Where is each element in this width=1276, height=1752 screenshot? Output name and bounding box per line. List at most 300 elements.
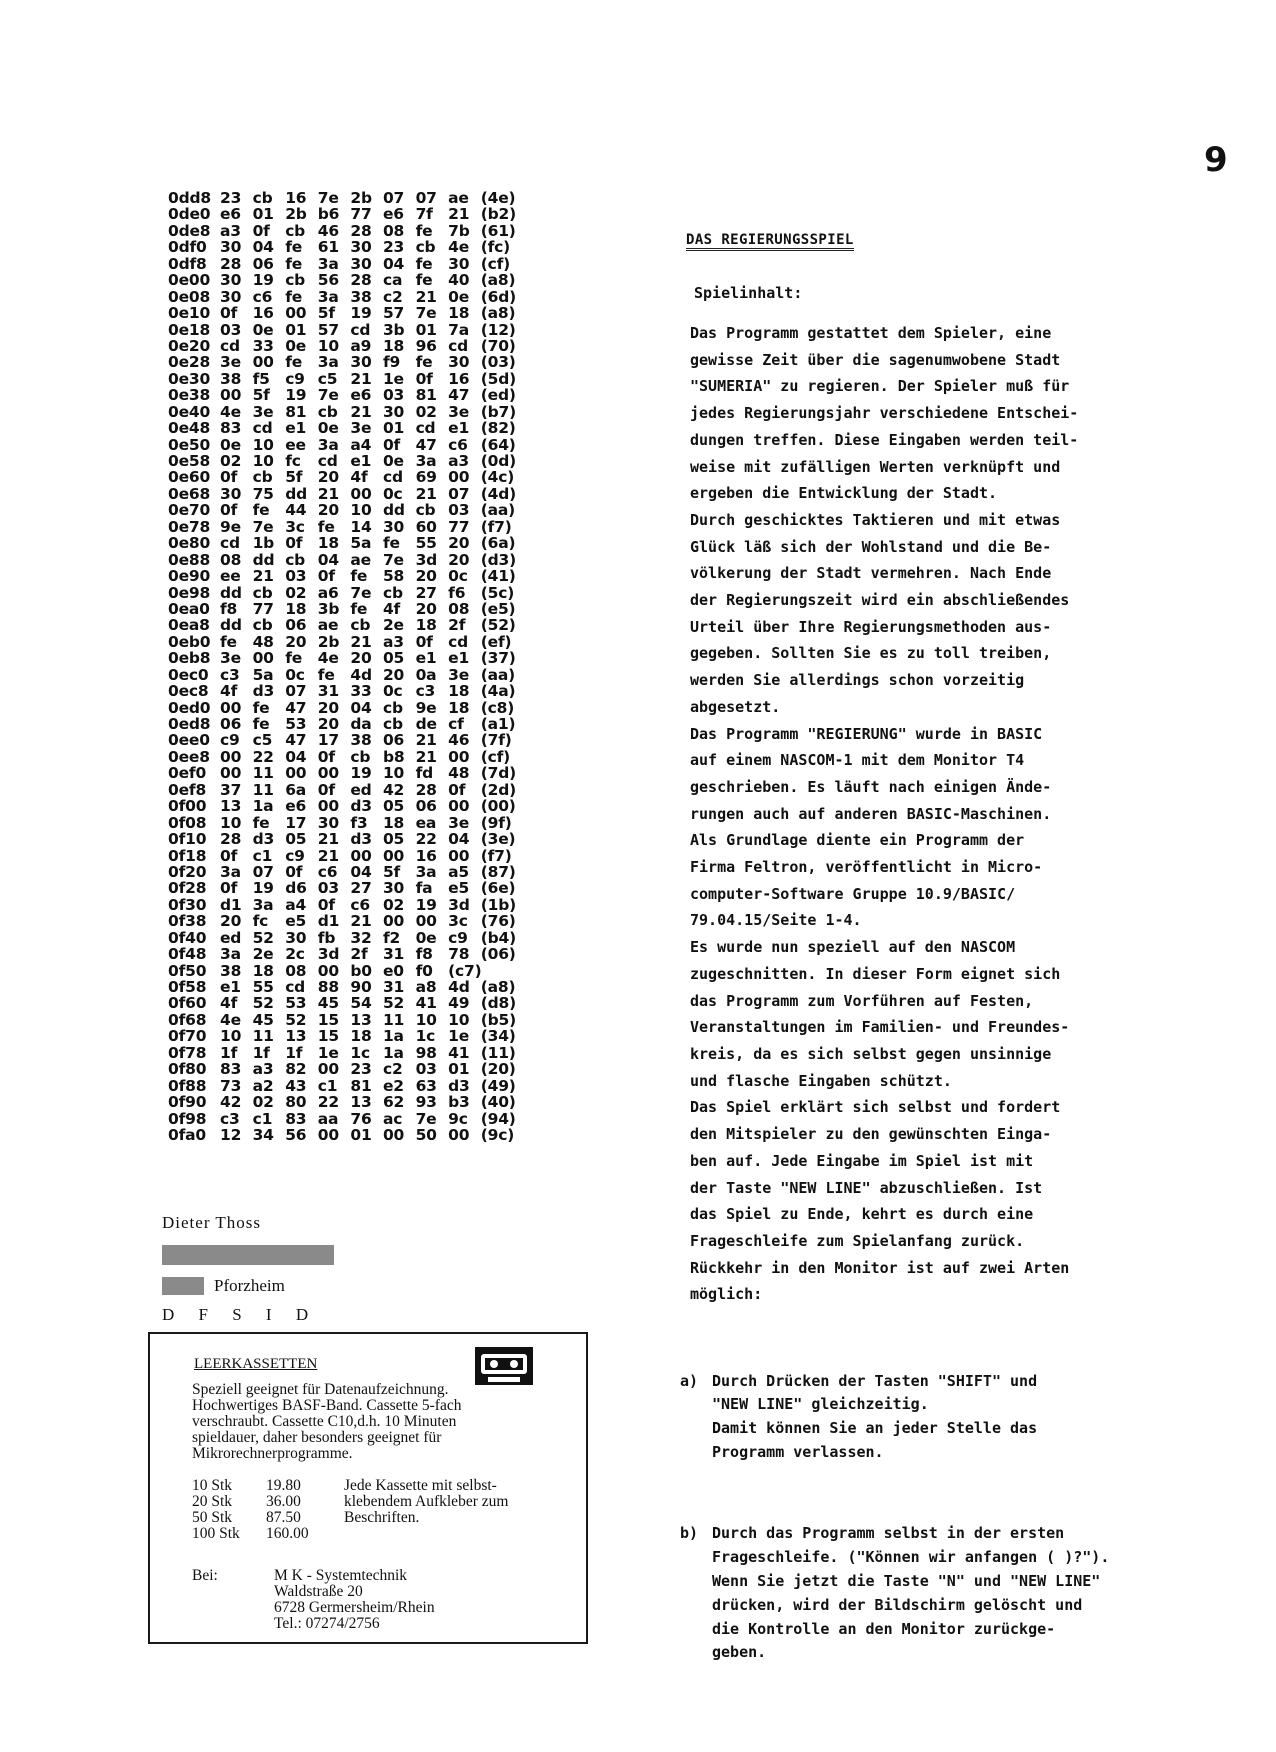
ad-note-line: Jede Kassette mit selbst- [344,1477,497,1494]
hexdump-byte: 0a [415,665,437,684]
text-line: das Spiel zu Ende, kehrt es durch eine [690,1205,1034,1224]
hexdump-byte: 21 [317,846,339,865]
hexdump-byte: cb [252,189,273,207]
hexdump-byte: 30 [448,254,470,273]
hexdump-byte: cb [415,501,436,520]
hexdump-byte: 3e [350,419,372,438]
hexdump-byte: d3 [448,1076,470,1095]
hexdump-byte: d3 [252,830,275,849]
hexdump-row [168,437,525,453]
hexdump-byte: 0f [220,304,238,323]
hexdump-byte: 21 [448,205,470,224]
hexdump-byte: 11 [252,764,274,783]
hexdump-byte: c9 [448,928,468,947]
hexdump-byte: fe [350,599,368,618]
hexdump-row [168,272,525,288]
hexdump-byte: e6 [350,386,372,405]
exit-options-list [680,1322,1109,1689]
hexdump-byte: 06 [252,254,274,273]
hexdump-byte: c1 [252,846,273,865]
hexdump-byte: 0f [415,369,433,388]
hexdump-byte: 21 [415,287,437,306]
hexdump-byte: c6 [448,435,468,454]
hexdump-row [168,732,525,748]
hexdump-byte: 0f [415,632,433,651]
hex-dump-listing [168,190,525,1143]
hexdump-checksum: (aa) [480,501,516,520]
hexdump-row [168,798,525,814]
article-sublabel: Spielinhalt: [694,284,803,302]
hexdump-byte: 27 [415,583,437,602]
hexdump-byte: 00 [448,468,470,487]
hexdump-byte: da [350,715,372,733]
hexdump-byte: 55 [415,534,437,553]
hexdump-row [168,963,525,979]
hexdump-byte: 0e [415,928,437,947]
hexdump-row [168,782,525,798]
hexdump-row [168,601,525,617]
hexdump-byte: 21 [415,731,437,750]
hexdump-byte: 10 [350,501,372,520]
hexdump-address: 0e18 [168,320,211,339]
hexdump-checksum: (70) [480,336,516,355]
hexdump-byte: 00 [350,484,372,503]
hexdump-checksum: (d8) [480,994,516,1013]
hexdump-byte: 22 [252,747,274,766]
hexdump-byte: 47 [285,731,307,750]
redacted-street [162,1245,334,1265]
hexdump-byte: 0c [382,682,403,701]
list-item-text [712,1370,1037,1465]
hexdump-byte: e2 [382,1076,404,1095]
hexdump-checksum: (4c) [480,468,515,487]
hexdump-byte: 00 [448,846,470,865]
hexdump-byte: 00 [382,846,405,865]
hexdump-row [168,897,525,913]
hexdump-row [168,617,525,633]
hexdump-byte: 20 [382,665,405,684]
hexdump-byte: 1c [415,1027,436,1046]
hexdump-address: 0dd8 [168,189,211,207]
hexdump-byte: 3e [448,665,470,684]
hexdump-byte: 57 [382,304,405,323]
hexdump-byte: e1 [448,419,470,438]
hexdump-byte: 3b [382,320,405,339]
hexdump-checksum: (b2) [480,205,516,224]
hexdump-byte: 3e [220,353,241,372]
hexdump-byte: a3 [382,632,404,651]
hexdump-row [168,469,525,485]
hexdump-row [168,930,525,946]
text-line: ben auf. Jede Eingabe im Spiel ist mit [690,1151,1034,1170]
hexdump-address: 0eb0 [168,632,211,651]
hexdump-checksum: (06) [480,945,516,964]
hexdump-byte: cf [448,715,464,733]
hexdump-row [168,322,525,338]
text-line: computer-Software Gruppe 10.9/BASIC/ [690,884,1016,903]
text-line: Das Spiel erklärt sich selbst und fordert [690,1098,1061,1117]
hexdump-byte: 3a [252,895,274,914]
hexdump-row [168,289,525,305]
hexdump-byte: cb [350,747,371,766]
hexdump-byte: f8 [415,945,433,964]
hexdump-byte: 21 [350,369,372,388]
hexdump-address: 0de8 [168,221,211,240]
hexdump-byte: 69 [415,468,437,487]
hexdump-byte: 33 [350,682,372,701]
hexdump-byte: a4 [285,895,307,914]
hexdump-byte: 0f [382,435,401,454]
hexdump-checksum: (a8) [480,271,516,290]
price-qty: 50 Stk [192,1509,233,1526]
hexdump-byte: 7e [317,386,339,405]
hexdump-row [168,404,525,420]
hexdump-byte: b8 [382,747,405,766]
hexdump-byte: fe [252,698,270,717]
hexdump-byte: 7e [317,189,339,207]
hexdump-address: 0ef8 [168,780,207,799]
hexdump-checksum: (40) [480,1093,516,1112]
hexdump-byte: 3a [415,862,437,881]
hexdump-byte: 23 [220,189,242,207]
hexdump-byte: 0f [285,534,303,553]
text-line: Durch Drücken der Tasten "SHIFT" und [712,1371,1038,1390]
hexdump-byte: 18 [317,534,339,553]
hexdump-checksum: (a8) [480,978,516,996]
hexdump-byte: 00 [317,1060,339,1079]
hexdump-byte: d1 [317,912,340,931]
hexdump-byte: 20 [350,649,372,668]
hexdump-byte: 10 [252,435,274,454]
hexdump-checksum: (64) [480,435,516,454]
ad-desc-line: spieldauer, daher besonders geeignet für [192,1429,442,1446]
text-line: rungen auch auf anderen BASIC-Maschinen. [690,804,1052,823]
ad-desc-line: Mikrorechnerprogramme. [192,1445,353,1462]
text-line: werden Sie allerdings schon vorzeitig [690,671,1025,690]
hexdump-byte: 50 [415,1125,437,1144]
hexdump-address: 0e80 [168,534,211,553]
hexdump-address: 0e28 [168,353,211,372]
hexdump-row [168,765,525,781]
hexdump-byte: e1 [415,649,437,668]
hexdump-row [168,1012,525,1028]
hexdump-address: 0f28 [168,879,207,898]
text-line: das Programm zum Vorführen auf Festen, [690,991,1034,1010]
hexdump-byte: 02 [252,1093,274,1112]
hexdump-byte: e6 [285,797,307,816]
hexdump-byte: 3e [220,649,241,668]
hexdump-byte: 4f [220,994,238,1013]
hexdump-byte: 28 [415,780,437,799]
hexdump-byte: 46 [448,731,470,750]
hexdump-byte: 00 [317,797,339,816]
hexdump-byte: 38 [220,369,242,388]
hexdump-byte: cd [220,534,240,553]
hexdump-byte: 0c [448,567,468,586]
text-line: den Mitspieler zu den gewünschten Einga- [690,1125,1052,1144]
hexdump-byte: f5 [252,369,270,388]
hexdump-byte: 47 [415,435,437,454]
hexdump-byte: fe [285,287,303,306]
hexdump-byte: 19 [415,895,437,914]
hexdump-byte: c1 [317,1076,338,1095]
hexdump-byte: 75 [252,484,274,503]
hexdump-byte: 1a [382,1043,404,1062]
hexdump-checksum: (5c) [480,583,515,602]
hexdump-byte: 23 [350,1060,372,1079]
text-line: Veranstaltungen im Familien- und Freundes- [690,1018,1070,1037]
ad-description [192,1382,582,1462]
hexdump-byte: cd [252,419,273,438]
hexdump-byte: 05 [382,797,405,816]
hexdump-byte: 00 [285,304,307,323]
hexdump-byte: c2 [382,287,403,306]
hexdump-byte: 5a [252,665,274,684]
hexdump-byte: 1e [317,1043,339,1062]
hexdump-byte: 2c [285,945,305,964]
hexdump-byte: f2 [382,928,401,947]
ad-address-line: Waldstraße 20 [274,1583,363,1600]
hexdump-byte: 0f [317,895,335,914]
text-line: Programm verlassen. [712,1442,884,1461]
hexdump-byte: c2 [382,1060,403,1079]
price-value: 36.00 [266,1493,301,1510]
hexdump-checksum: (aa) [480,665,516,684]
text-line: 79.04.15/Seite 1-4. [690,911,862,930]
hexdump-byte: fe [252,813,270,832]
hexdump-byte: 80 [285,1093,307,1112]
hexdump-checksum: (2d) [480,780,516,799]
hexdump-byte: 52 [252,994,274,1013]
hexdump-row [168,700,525,716]
hexdump-byte: fe [415,271,433,290]
hexdump-byte: dd [220,616,242,635]
hexdump-byte: 1a [382,1027,404,1046]
article-body [690,320,1078,1308]
hexdump-row [168,1061,525,1077]
hexdump-byte: 03 [220,320,242,339]
hexdump-byte: 04 [382,254,405,273]
hexdump-byte: cb [317,402,338,421]
hexdump-byte: a6 [317,583,339,602]
hexdump-address: 0f70 [168,1027,207,1046]
hexdump-byte: ee [285,435,306,454]
hexdump-byte: d3 [252,682,275,701]
hexdump-byte: 90 [350,978,372,996]
hexdump-byte: 88 [317,978,339,996]
hexdump-byte: 9e [415,698,437,717]
hexdump-byte: 30 [350,254,372,273]
hexdump-byte: 5f [252,386,270,405]
list-item [680,1370,1109,1465]
hexdump-byte: 0f [317,567,335,586]
hexdump-byte: cd [382,468,403,487]
hexdump-byte: 20 [448,534,470,553]
price-row [192,1494,342,1510]
hexdump-byte: cd [317,452,338,470]
hexdump-address: 0f18 [168,846,207,865]
hexdump-byte: 52 [252,928,274,947]
hexdump-byte: 38 [350,731,372,750]
hexdump-byte: 30 [317,813,339,832]
hexdump-byte: 20 [317,698,339,717]
text-line: abgesetzt. [690,697,781,716]
hexdump-address: 0f90 [168,1093,207,1112]
hexdump-byte: c6 [350,895,370,914]
ad-bei-label: Bei: [192,1567,218,1584]
hexdump-byte: 10 [415,1010,437,1029]
hexdump-byte: 0e [448,287,470,306]
hexdump-byte: c5 [252,731,273,750]
hexdump-byte: 28 [220,254,242,273]
hexdump-row [168,256,525,272]
hexdump-byte: 54 [350,994,372,1013]
hexdump-byte: 9e [220,517,241,536]
hexdump-row [168,420,525,436]
ad-heading: LEERKASSETTEN [194,1356,318,1372]
hexdump-address: 0f38 [168,912,207,931]
hexdump-byte: c9 [220,731,240,750]
hexdump-checksum: (37) [480,649,516,668]
hexdump-checksum: (41) [480,567,516,586]
hexdump-byte: 18 [448,698,470,717]
hexdump-byte: cd [285,978,306,996]
hexdump-byte: 16 [415,846,437,865]
hexdump-byte: 20 [448,550,470,569]
hexdump-byte: 05 [382,649,405,668]
hexdump-row [168,1127,525,1143]
hexdump-byte: 5f [285,468,303,487]
hexdump-row [168,650,525,666]
ad-address-block [192,1568,435,1632]
author-block [162,1213,334,1325]
hexdump-row [168,979,525,995]
hexdump-byte: 02 [415,402,437,421]
hexdump-byte: d1 [220,895,242,914]
hexdump-checksum: (20) [480,1060,516,1079]
hexdump-byte: ae [350,550,371,569]
hexdump-byte: 0c [382,484,403,503]
hexdump-byte: 10 [317,336,339,355]
hexdump-address: 0df8 [168,254,207,273]
hexdump-byte: 18 [350,1027,372,1046]
hexdump-byte: 83 [220,1060,242,1079]
hexdump-byte: 08 [285,961,307,980]
hexdump-byte: 21 [415,484,437,503]
hexdump-byte: 22 [317,1093,339,1112]
hexdump-byte: cd [350,320,371,339]
hexdump-byte: 06 [382,731,405,750]
hexdump-byte: 32 [350,928,372,947]
hexdump-byte: 17 [317,731,339,750]
hexdump-byte: 7e [382,550,404,569]
hexdump-byte: 28 [220,830,242,849]
text-line: Urteil über Ihre Regierungsmethoden aus- [690,617,1052,636]
hexdump-byte: 96 [415,336,437,355]
hexdump-byte: 4d [350,665,372,684]
hexdump-address: 0fa0 [168,1125,206,1144]
hexdump-byte: 1b [252,534,275,553]
hexdump-checksum: (12) [480,320,516,339]
hexdump-byte: 42 [220,1093,242,1112]
hexdump-byte: 06 [220,715,242,733]
hexdump-byte: 1f [252,1043,270,1062]
hexdump-checksum: (49) [480,1076,516,1095]
hexdump-byte: 01 [350,1125,372,1144]
hexdump-byte: 31 [382,978,405,996]
hexdump-checksum: (d3) [480,550,516,569]
hexdump-byte: fe [415,254,433,273]
hexdump-byte: 1a [252,797,274,816]
hexdump-byte: 82 [285,1060,307,1079]
hexdump-checksum: (4e) [480,189,516,207]
hexdump-byte: cd [448,336,469,355]
hexdump-byte: e6 [382,205,404,224]
hexdump-row [168,223,525,239]
hexdump-byte: 20 [415,567,437,586]
text-line: Das Programm gestattet dem Spieler, eine [690,324,1052,342]
hexdump-byte: 16 [448,369,470,388]
text-line: völkerung der Stadt vermehren. Nach Ende [690,564,1052,583]
hexdump-byte: 0f [252,221,270,240]
hexdump-address: 0e68 [168,484,211,503]
hexdump-byte: 34 [252,1125,274,1144]
text-line: zugeschnitten. In dieser Form eignet sich [690,964,1061,983]
hexdump-row [168,815,525,831]
hexdump-byte: 0e [382,452,404,470]
hexdump-byte: 0f [220,879,238,898]
hexdump-byte: 7e [252,517,274,536]
price-value: 87.50 [266,1509,301,1526]
hexdump-byte: 07 [448,484,470,503]
hexdump-byte: a5 [448,862,470,881]
hexdump-byte: 2e [252,945,274,964]
hexdump-row [168,995,525,1011]
hexdump-byte: 63 [415,1076,437,1095]
hexdump-byte: 00 [382,1125,405,1144]
hexdump-byte: e5 [285,912,307,931]
price-value: 160.00 [266,1525,309,1542]
hexdump-byte: fe [317,517,335,536]
hexdump-byte: ae [448,189,469,207]
hexdump-byte: ae [317,616,339,635]
hexdump-byte: c9 [285,846,305,865]
hexdump-byte: 08 [448,599,470,618]
ad-address-line: 6728 Germersheim/Rhein [274,1599,435,1616]
hexdump-checksum: (c7) [448,961,482,980]
hexdump-address: 0e98 [168,583,211,602]
hexdump-row [168,535,525,551]
hexdump-row [168,552,525,568]
hexdump-byte: 52 [382,994,405,1013]
hexdump-byte: 21 [350,912,372,931]
hexdump-byte: 05 [382,830,405,849]
hexdump-byte: 55 [252,978,274,996]
hexdump-row [168,568,525,584]
hexdump-byte: 16 [285,189,307,207]
hexdump-checksum: (11) [480,1043,516,1062]
hexdump-byte: f6 [448,583,466,602]
hexdump-byte: 20 [317,468,339,487]
page-number: 9 [1204,140,1228,180]
hexdump-address: 0e78 [168,517,211,536]
text-line: die Kontrolle an den Monitor zurückge- [712,1619,1056,1638]
hexdump-address: 0ea8 [168,616,210,635]
article-heading: DAS REGIERUNGSSPIEL [686,232,854,251]
hexdump-byte: 15 [317,1010,339,1029]
hexdump-byte: 30 [382,402,405,421]
hexdump-byte: aa [317,1109,339,1128]
